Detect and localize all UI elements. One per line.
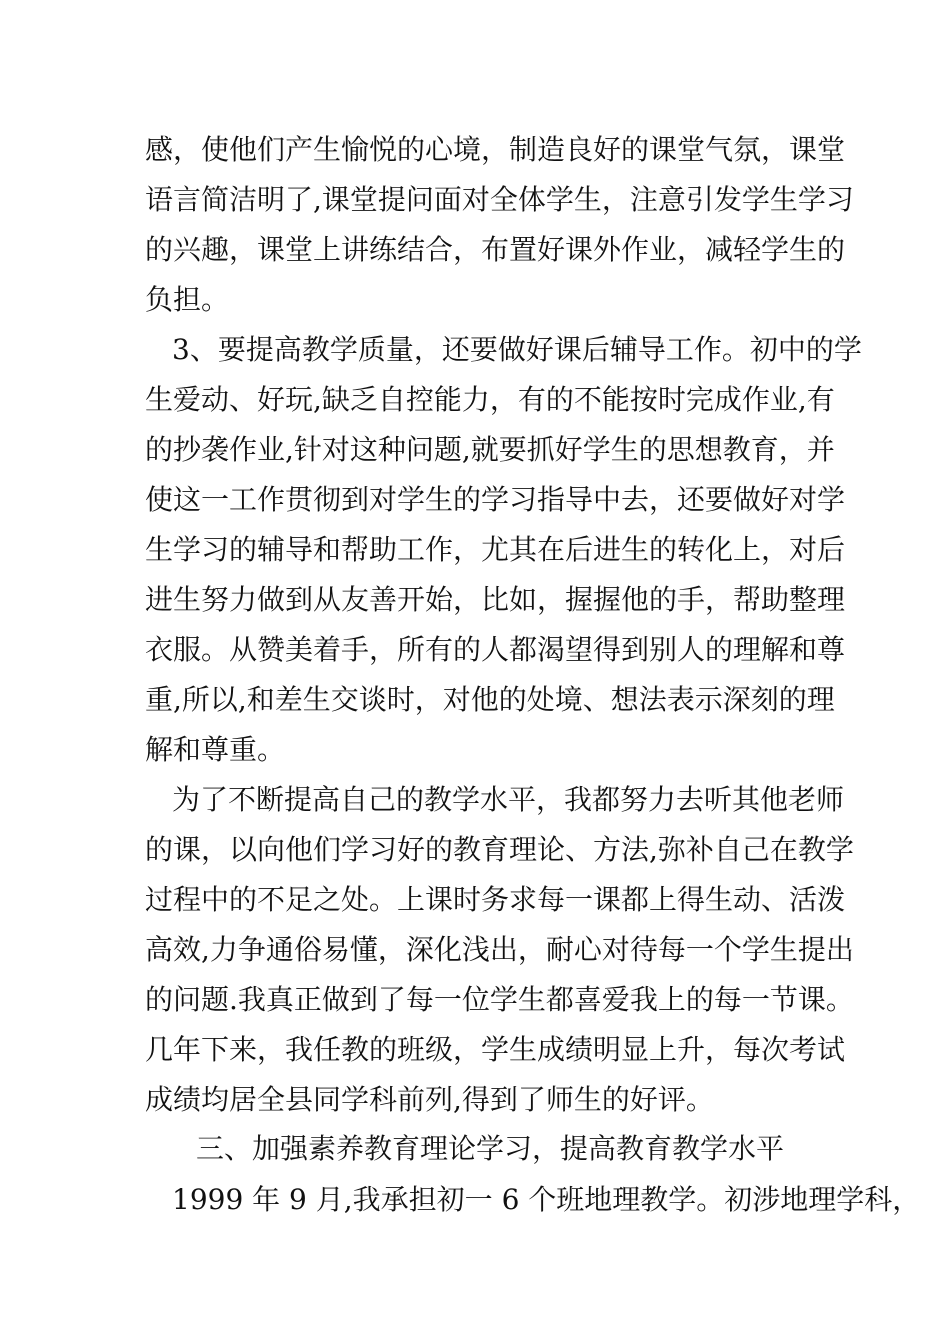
text-line: 过程中的不足之处。上课时务求每一课都上得生动、活泼 — [145, 883, 846, 916]
text-line: 进生努力做到从友善开始，比如，握握他的手，帮助整理 — [145, 583, 846, 616]
section-heading: 三、加强素养教育理论学习，提高教育教学水平 — [196, 1132, 785, 1165]
text-line: 的抄袭作业,针对这种问题,就要抓好学生的思想教育，并 — [145, 433, 835, 466]
text-line: 几年下来，我任教的班级，学生成绩明显上升，每次考试 — [145, 1033, 846, 1066]
text-line: 解和尊重。 — [145, 733, 286, 766]
paragraph-start-line: 3、要提高教学质量，还要做好课后辅导工作。初中的学 — [172, 333, 862, 366]
text-line: 的问题.我真正做到了每一位学生都喜爱我上的每一节课。 — [145, 983, 854, 1016]
text-line: 使这一工作贯彻到对学生的学习指导中去，还要做好对学 — [145, 483, 846, 516]
text-line: 高效,力争通俗易懂，深化浅出，耐心对待每一个学生提出 — [145, 933, 854, 966]
text-line: 语言简洁明了,课堂提问面对全体学生，注意引发学生学习 — [145, 183, 854, 216]
text-line: 生爱动、好玩,缺乏自控能力，有的不能按时完成作业,有 — [145, 383, 835, 416]
text-line: 的兴趣，课堂上讲练结合，布置好课外作业，减轻学生的 — [145, 233, 846, 266]
text-line: 成绩均居全县同学科前列,得到了师生的好评。 — [145, 1083, 714, 1116]
text-line: 的课，以向他们学习好的教育理论、方法,弥补自己在教学 — [145, 833, 854, 866]
paragraph-start-line: 1999 年 9 月,我承担初一 6 个班地理教学。初涉地理学科， — [172, 1183, 921, 1216]
text-line: 生学习的辅导和帮助工作，尤其在后进生的转化上，对后 — [145, 533, 846, 566]
paragraph-start-line: 为了不断提高自己的教学水平，我都努力去听其他老师 — [172, 783, 845, 816]
text-line: 重,所以,和差生交谈时，对他的处境、想法表示深刻的理 — [145, 683, 835, 716]
text-line: 衣服。从赞美着手，所有的人都渴望得到别人的理解和尊 — [145, 633, 846, 666]
text-line: 感，使他们产生愉悦的心境，制造良好的课堂气氛，课堂 — [145, 133, 846, 166]
text-line: 负担。 — [145, 283, 230, 316]
